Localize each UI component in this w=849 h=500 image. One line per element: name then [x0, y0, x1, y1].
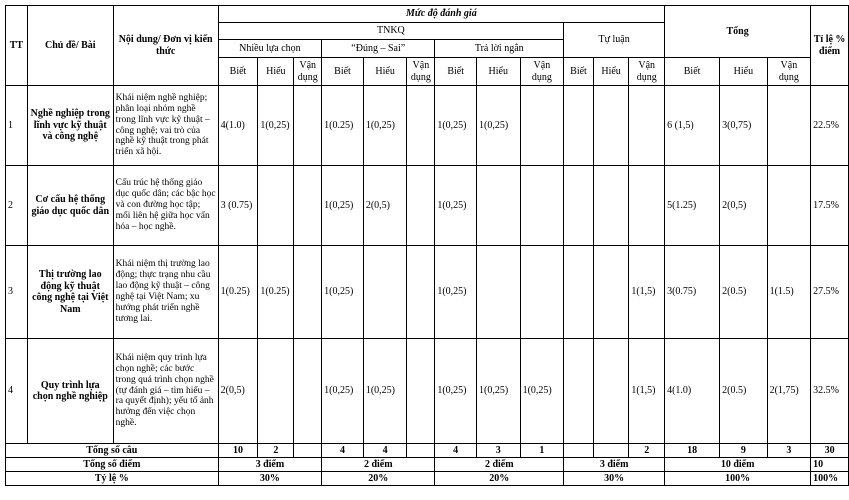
cell — [629, 86, 665, 166]
cell — [407, 86, 435, 166]
total-biet-header: Biết — [665, 58, 720, 86]
table-row — [6, 246, 849, 339]
cell — [258, 339, 294, 444]
topic-header: Chủ đề/ Bài — [27, 6, 113, 86]
cell: 3(0,75) — [720, 86, 767, 166]
cell — [407, 166, 435, 246]
total-count-cell: 10 — [218, 444, 258, 458]
total-count-cell: 2 — [258, 444, 294, 458]
cell — [407, 339, 435, 444]
cell: 1(0,25) — [322, 166, 364, 246]
cell: 1(1.5) — [767, 246, 811, 339]
topic-cell: Cơ cấu hệ thống giáo dục quốc dân — [27, 166, 113, 246]
short-hieu-header: Hiểu — [476, 58, 520, 86]
essay-header: Tự luận — [564, 23, 665, 58]
cell: 1(0,25) — [520, 339, 564, 444]
percent-cell: 17.5% — [811, 166, 849, 246]
total-ratio-cell: 20% — [322, 472, 435, 486]
essay-biet-header: Biết — [564, 58, 594, 86]
cell — [294, 246, 322, 339]
cell: 1(0,25) — [435, 86, 477, 166]
total-points-cell: 2 điểm — [435, 458, 564, 472]
cell: 1(0.25) — [322, 86, 364, 166]
total-count-row — [6, 444, 849, 458]
percent-cell: 27.5% — [811, 246, 849, 339]
cell — [294, 86, 322, 166]
total-count-cell: 3 — [476, 444, 520, 458]
short-vandung-header: Vận dụng — [520, 58, 564, 86]
tnkq-header: TNKQ — [218, 23, 564, 40]
total-count-cell: 4 — [363, 444, 407, 458]
cell — [258, 166, 294, 246]
tf-biet-header: Biết — [322, 58, 364, 86]
row-number: 4 — [6, 339, 28, 444]
total-points-cell: 2 điểm — [322, 458, 435, 472]
cell: 1(1,5) — [629, 339, 665, 444]
cell — [564, 166, 594, 246]
cell: 3(0.75) — [665, 246, 720, 339]
cell: 2(0.5) — [720, 246, 767, 339]
cell — [407, 246, 435, 339]
total-count-cell: 2 — [629, 444, 665, 458]
total-count-cell: 3 — [767, 444, 811, 458]
total-points-label: Tổng số điểm — [6, 458, 219, 472]
total-ratio-row — [6, 472, 849, 486]
total-count-cell — [294, 444, 322, 458]
cell: 1(0,25) — [476, 339, 520, 444]
cell — [476, 246, 520, 339]
cell: 1(0,25) — [435, 166, 477, 246]
cell: 5(1.25) — [665, 166, 720, 246]
total-count-cell: 30 — [811, 444, 849, 458]
tt-header: TT — [6, 6, 28, 86]
total-count-cell: 4 — [435, 444, 477, 458]
cell: 1(0,25) — [322, 246, 364, 339]
total-count-label: Tổng số câu — [6, 444, 219, 458]
content-cell: Khái niệm quy trình lựa chọn nghề; các bước trong quá trình chọn nghề (tự đánh giá – tìm hiểu – ra quyết định); yếu tố ảnh hưởng đến việc chọn nghề. — [113, 339, 218, 444]
content-cell: Khái niệm thị trường lao động; thực trạng nhu cầu lao động kỹ thuật – công nghệ tại Việt Nam; xu hướng phát triển nghề tương lai. — [113, 246, 218, 339]
total-count-cell: 4 — [322, 444, 364, 458]
essay-vandung-header: Vận dụng — [629, 58, 665, 86]
total-count-cell: 18 — [665, 444, 720, 458]
assessment-matrix-table — [5, 5, 849, 486]
table-row — [6, 86, 849, 166]
assessment-level-header: Mức độ đánh giá — [218, 6, 664, 23]
table-row — [6, 166, 849, 246]
total-count-cell: 9 — [720, 444, 767, 458]
cell — [767, 166, 811, 246]
total-count-cell: 1 — [520, 444, 564, 458]
total-ratio-label: Tỷ lệ % — [6, 472, 219, 486]
cell: 1(0,25) — [476, 86, 520, 166]
cell: 1(0,25) — [435, 246, 477, 339]
total-points-row — [6, 458, 849, 472]
total-points-cell: 10 điểm — [665, 458, 811, 472]
tf-vandung-header: Vận dụng — [407, 58, 435, 86]
cell — [593, 86, 629, 166]
cell: 3 (0.75) — [218, 166, 258, 246]
short-biet-header: Biết — [435, 58, 477, 86]
cell: 2(0,5) — [218, 339, 258, 444]
percent-cell: 32.5% — [811, 339, 849, 444]
cell — [520, 86, 564, 166]
cell: 1(0.25) — [258, 246, 294, 339]
cell: 4(1.0) — [665, 339, 720, 444]
percent-cell: 22.5% — [811, 86, 849, 166]
mc-hieu-header: Hiểu — [258, 58, 294, 86]
cell: 6 (1,5) — [665, 86, 720, 166]
cell: 2(0.5) — [720, 339, 767, 444]
cell: 1(0,25) — [363, 339, 407, 444]
cell — [564, 246, 594, 339]
total-ratio-cell: 100% — [811, 472, 849, 486]
row-number: 2 — [6, 166, 28, 246]
topic-cell: Nghề nghiệp trong lĩnh vực kỹ thuật và công nghệ — [27, 86, 113, 166]
cell: 2(0,5) — [720, 166, 767, 246]
cell — [476, 166, 520, 246]
tf-hieu-header: Hiểu — [363, 58, 407, 86]
cell: 1(0,25) — [363, 86, 407, 166]
cell — [629, 166, 665, 246]
cell: 1(0.25) — [218, 246, 258, 339]
essay-hieu-header: Hiểu — [593, 58, 629, 86]
header-row-1 — [6, 6, 849, 23]
cell: 1(0,25) — [322, 339, 364, 444]
cell — [767, 86, 811, 166]
row-number: 3 — [6, 246, 28, 339]
cell — [564, 86, 594, 166]
cell: 2(0,5) — [363, 166, 407, 246]
cell — [294, 166, 322, 246]
total-count-cell — [564, 444, 594, 458]
total-count-cell — [593, 444, 629, 458]
multiple-choice-header: Nhiều lựa chọn — [218, 40, 322, 58]
total-ratio-cell: 20% — [435, 472, 564, 486]
cell — [363, 246, 407, 339]
cell: 4(1.0) — [218, 86, 258, 166]
total-header: Tổng — [665, 6, 811, 58]
cell — [564, 339, 594, 444]
total-ratio-cell: 100% — [665, 472, 811, 486]
cell: 1(0,25) — [258, 86, 294, 166]
topic-cell: Quy trình lựa chọn nghề nghiệp — [27, 339, 113, 444]
topic-cell: Thị trường lao động kỹ thuật công nghệ tại Việt Nam — [27, 246, 113, 339]
mc-biet-header: Biết — [218, 58, 258, 86]
cell — [294, 339, 322, 444]
total-count-cell — [407, 444, 435, 458]
cell: 2(1,75) — [767, 339, 811, 444]
true-false-header: “Đúng – Sai” — [322, 40, 435, 58]
cell — [520, 166, 564, 246]
cell — [593, 339, 629, 444]
mc-vandung-header: Vận dụng — [294, 58, 322, 86]
total-vandung-header: Vận dụng — [767, 58, 811, 86]
row-number: 1 — [6, 86, 28, 166]
total-points-cell: 3 điểm — [218, 458, 322, 472]
total-ratio-cell: 30% — [564, 472, 665, 486]
content-header: Nội dung/ Đơn vị kiến thức — [113, 6, 218, 86]
cell — [593, 166, 629, 246]
content-cell: Khái niệm nghề nghiệp; phân loại nhóm nghề trong lĩnh vực kỹ thuật – công nghệ; vai trò của nghề kỹ thuật trong phát triển xã hội. — [113, 86, 218, 166]
cell — [593, 246, 629, 339]
percent-header: Tỉ lệ % điểm — [811, 6, 849, 86]
total-points-cell: 3 điểm — [564, 458, 665, 472]
cell: 1(1,5) — [629, 246, 665, 339]
short-answer-header: Trả lời ngắn — [435, 40, 564, 58]
total-points-cell: 10 — [811, 458, 849, 472]
table-row — [6, 339, 849, 444]
total-hieu-header: Hiểu — [720, 58, 767, 86]
cell — [520, 246, 564, 339]
content-cell: Cấu trúc hệ thống giáo dục quốc dân; các bậc học và con đường học tập; mối liên hệ giữa học vấn hóa – học nghề. — [113, 166, 218, 246]
total-ratio-cell: 30% — [218, 472, 322, 486]
cell: 1(0,25) — [435, 339, 477, 444]
